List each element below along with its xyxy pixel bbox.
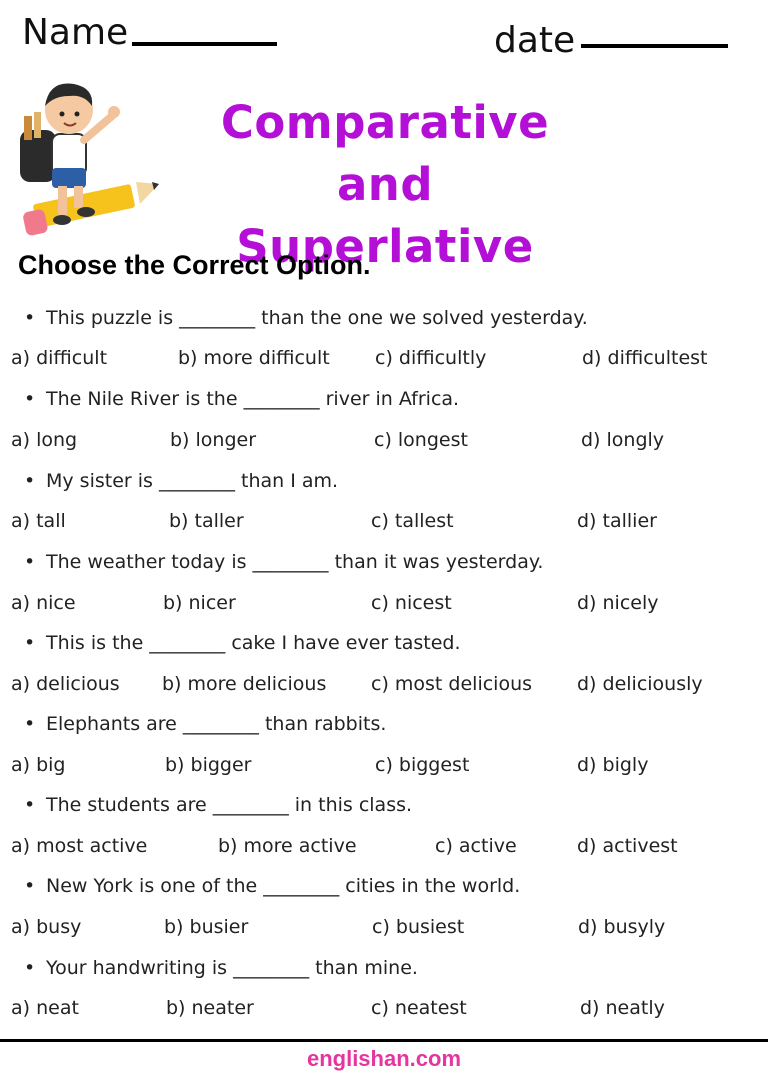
option-b[interactable]: b) longer <box>170 429 257 451</box>
bullet-icon: • <box>24 388 36 410</box>
option-c[interactable]: c) busiest <box>372 916 465 938</box>
option-b[interactable]: b) more active <box>218 835 357 857</box>
option-d[interactable]: d) tallier <box>577 510 657 532</box>
option-c[interactable]: c) active <box>435 835 517 857</box>
option-b[interactable]: b) taller <box>169 510 244 532</box>
question-4 <box>24 551 543 573</box>
date-blank-line <box>581 44 728 48</box>
question-text: Elephants are ________ than rabbits. <box>46 713 387 735</box>
bullet-icon: • <box>24 794 36 816</box>
question-text: My sister is ________ than I am. <box>46 470 339 492</box>
option-b[interactable]: b) nicer <box>163 592 236 614</box>
boy-riding-pencil-illustration <box>14 72 164 237</box>
question-text: Your handwriting is ________ than mine. <box>46 957 418 979</box>
name-label: Name <box>22 12 129 53</box>
option-c[interactable]: c) tallest <box>371 510 454 532</box>
option-d[interactable]: d) nicely <box>577 592 659 614</box>
option-b[interactable]: b) bigger <box>165 754 252 776</box>
bullet-icon: • <box>24 957 36 979</box>
option-b[interactable]: b) neater <box>166 997 254 1019</box>
option-d[interactable]: d) activest <box>577 835 678 857</box>
question-8 <box>24 875 520 897</box>
question-text: New York is one of the ________ cities in the world. <box>46 875 521 897</box>
option-a[interactable]: a) most active <box>11 835 148 857</box>
option-a[interactable]: a) delicious <box>11 673 120 695</box>
bullet-icon: • <box>24 551 36 573</box>
bullet-icon: • <box>24 632 36 654</box>
question-7 <box>24 794 412 816</box>
date-label: date <box>494 20 576 61</box>
footer-divider <box>0 1039 768 1042</box>
option-a[interactable]: a) big <box>11 754 66 776</box>
option-d[interactable]: d) longly <box>581 429 665 451</box>
option-a[interactable]: a) nice <box>11 592 76 614</box>
option-a[interactable]: a) neat <box>11 997 79 1019</box>
option-c[interactable]: c) difficultly <box>375 347 487 369</box>
option-a[interactable]: a) tall <box>11 510 66 532</box>
option-a[interactable]: a) difficult <box>11 347 108 369</box>
question-5 <box>24 632 461 654</box>
question-text: The Nile River is the ________ river in Africa. <box>46 388 460 410</box>
option-c[interactable]: c) most delicious <box>371 673 533 695</box>
option-b[interactable]: b) busier <box>164 916 249 938</box>
option-c[interactable]: c) longest <box>374 429 468 451</box>
option-d[interactable]: d) neatly <box>580 997 665 1019</box>
option-c[interactable]: c) nicest <box>371 592 452 614</box>
option-d[interactable]: d) deliciously <box>577 673 703 695</box>
instruction-heading: Choose the Correct Option. <box>18 250 371 280</box>
option-a[interactable]: a) busy <box>11 916 82 938</box>
question-6 <box>24 713 386 735</box>
question-3 <box>24 470 338 492</box>
footer-website[interactable]: englishan.com <box>306 1046 462 1071</box>
option-d[interactable]: d) difficultest <box>582 347 708 369</box>
question-text: This is the ________ cake I have ever tasted. <box>46 632 461 654</box>
option-c[interactable]: c) neatest <box>371 997 467 1019</box>
question-text: The weather today is ________ than it was yesterday. <box>46 551 544 573</box>
option-a[interactable]: a) long <box>11 429 78 451</box>
question-2 <box>24 388 459 410</box>
question-text: The students are ________ in this class. <box>46 794 413 816</box>
question-text: This puzzle is ________ than the one we solved yesterday. <box>46 307 588 329</box>
option-b[interactable]: b) more delicious <box>162 673 327 695</box>
question-9 <box>24 957 418 979</box>
title-line-1: Comparative and <box>220 96 550 211</box>
option-d[interactable]: d) busyly <box>578 916 666 938</box>
bullet-icon: • <box>24 307 36 329</box>
option-d[interactable]: d) bigly <box>577 754 649 776</box>
title-line-2: Superlative <box>236 220 534 273</box>
bullet-icon: • <box>24 470 36 492</box>
name-blank-line <box>132 42 277 46</box>
bullet-icon: • <box>24 713 36 735</box>
option-c[interactable]: c) biggest <box>375 754 470 776</box>
question-1 <box>24 307 588 329</box>
bullet-icon: • <box>24 875 36 897</box>
option-b[interactable]: b) more difficult <box>178 347 330 369</box>
